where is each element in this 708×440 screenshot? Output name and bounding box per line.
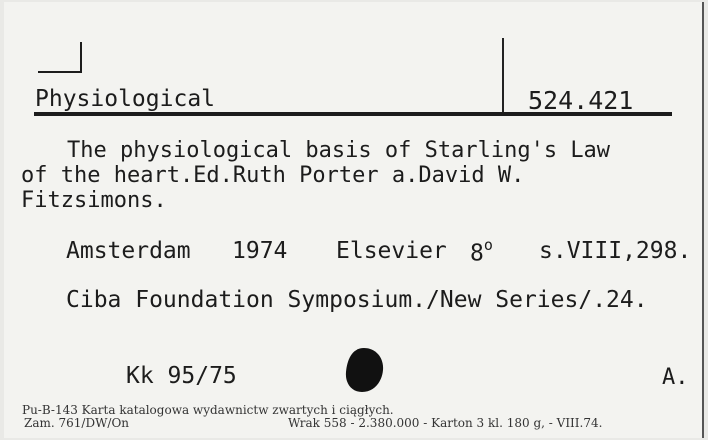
imprint-place: Amsterdam [66,238,191,264]
imprint-publisher: Elsevier [336,238,447,264]
title-line: Fitzsimons. [21,188,167,213]
title-line: of the heart.Ed.Ruth Porter a.David W. [21,163,525,188]
format-superscript: o [483,236,493,254]
footer-print-info: Wrak 558 - 2.380.000 - Karton 3 kl. 180 g, - VIII.74. [288,416,603,430]
imprint-pages: s.VIII,298. [539,238,692,264]
series-statement: Ciba Foundation Symposium./New Series/.24. [66,287,648,313]
location-mark: A. [662,365,689,390]
ink-stamp-blot [342,346,386,394]
corner-mark-horizontal [38,71,82,73]
title-block [21,138,691,213]
header-divider-vertical [502,38,504,116]
imprint-format [470,238,493,267]
imprint-year: 1974 [232,238,288,264]
title-line: The physiological basis of Starling's Law [67,138,611,163]
catalog-card [4,2,704,438]
footer-order-number: Zam. 761/DW/On [24,416,130,430]
accession-number: Kk 95/75 [126,363,237,389]
call-number: 524.421 [528,86,634,115]
corner-mark-vertical [80,42,82,73]
format-number: 8 [470,240,484,267]
footer-line-1: Pu-B-143 Karta katalogowa wydawnictw zwartych i ciągłych. [22,403,394,417]
subject-heading: Physiological [35,86,216,112]
